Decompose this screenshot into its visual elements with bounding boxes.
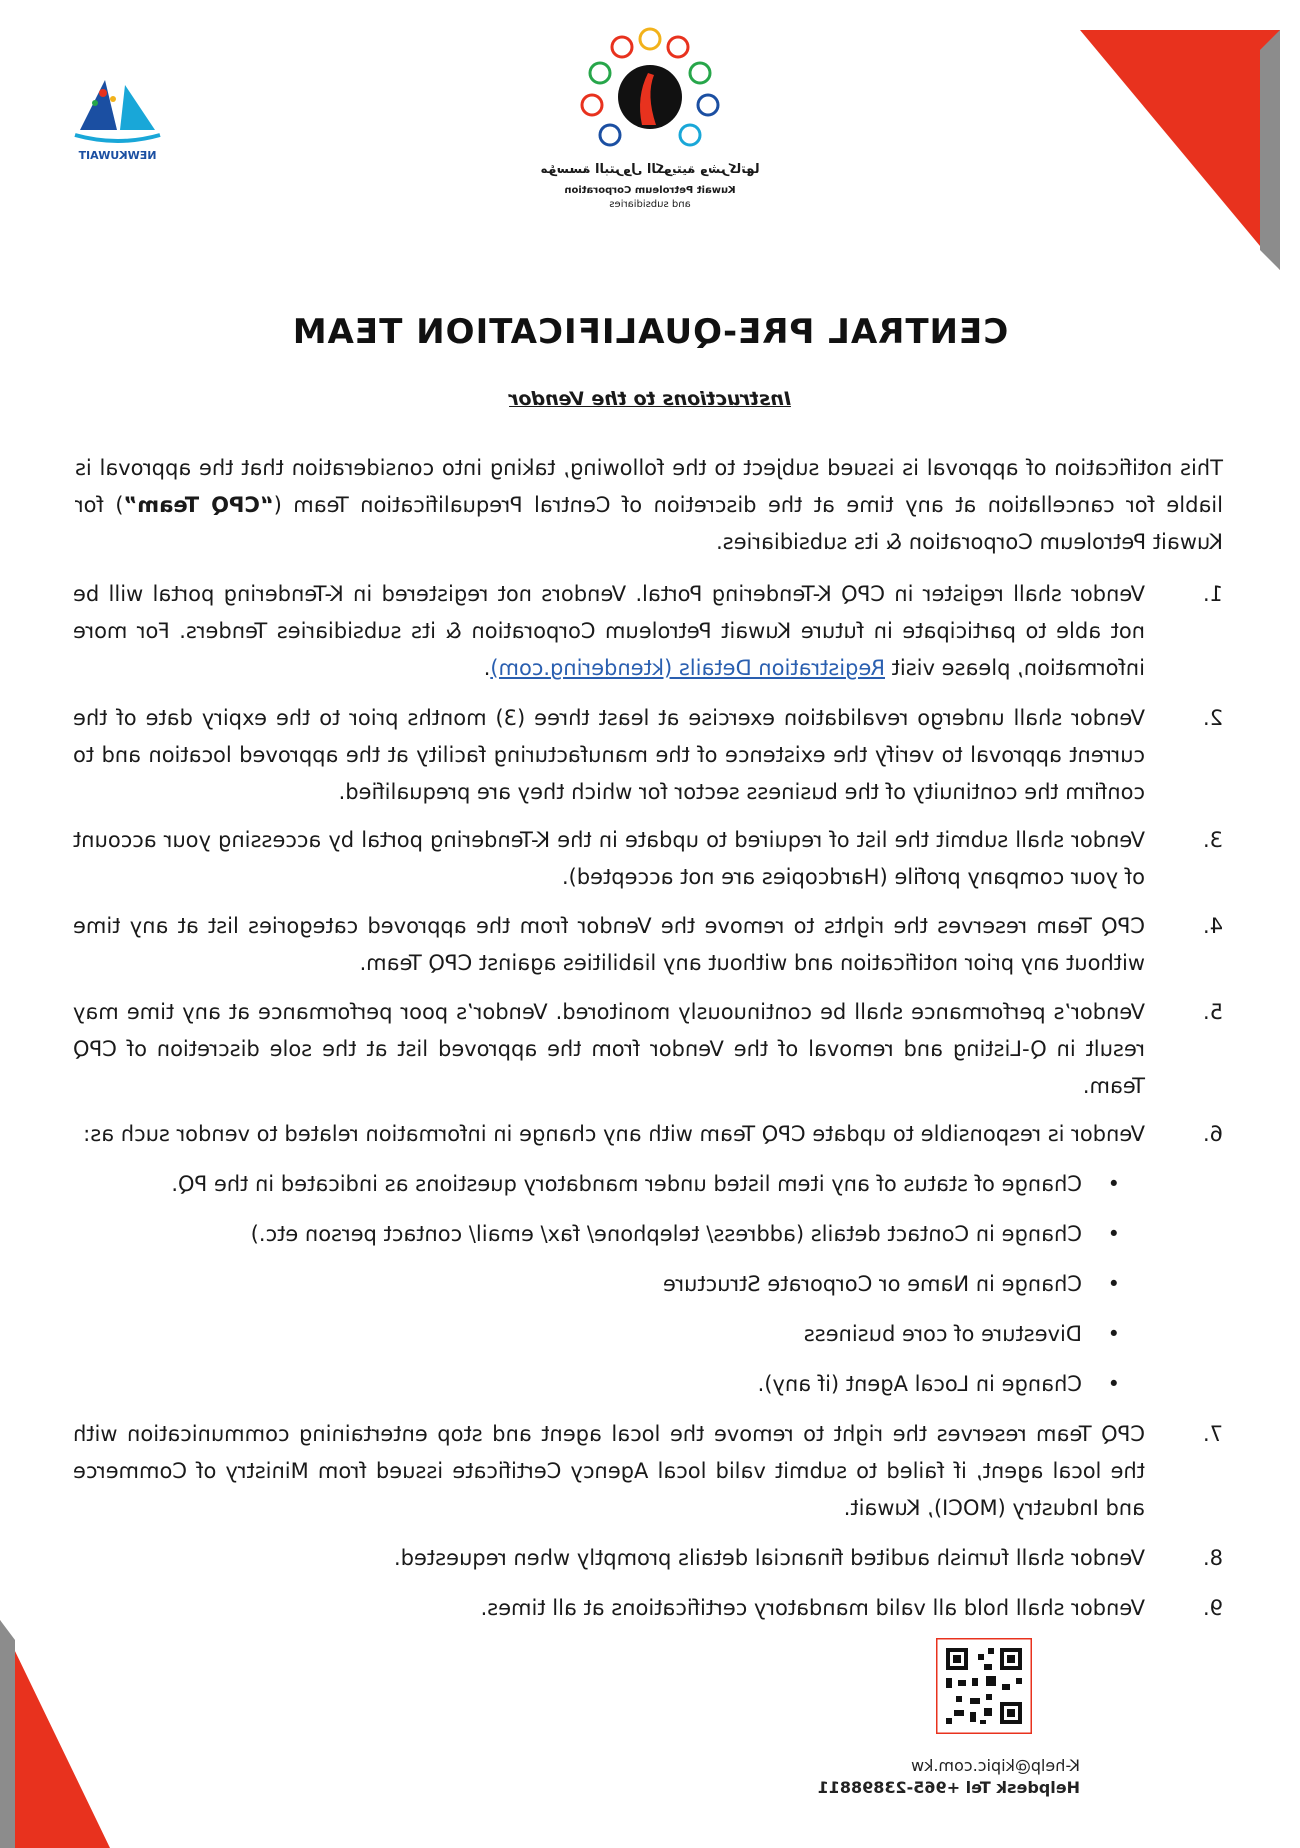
kpc-logo (540, 25, 760, 225)
bullet-icon: • (1107, 1272, 1120, 1296)
list-item (73, 822, 1223, 896)
bullet-item (80, 1316, 1120, 1353)
intro-text-a: This notification of approval is issued subject to the following, taking into consideration that the approval is liable for cancellation at any time at the discretion of Central Prequalification Team ( (75, 456, 1223, 517)
list-item (73, 700, 1223, 811)
list-item (73, 1416, 1223, 1527)
item-text: Vendor shall register in CPQ K-Tendering Portal. Vendors not registered in K-Tendering portal will be not able to participate in future Kuwait Petroleum Corporation & its subsidiaries Tenders. For more information, please visit (73, 582, 1145, 680)
item-number: 1. (1202, 582, 1223, 606)
bullet-text: Change in Name or Corporate Structure (662, 1272, 1082, 1296)
bullet-item (80, 1366, 1120, 1403)
kpc-emblem-icon (540, 25, 760, 165)
list-item (73, 908, 1223, 982)
item-number: 2. (1202, 706, 1223, 730)
item-text: Vendor shall submit the list of required to update in the K-Tendering portal by accessing your account of your company profile (Hardcopies are not accepted). (73, 828, 1145, 889)
helpdesk-phone: Helpdesk Tel +965-23898811 (817, 1778, 1080, 1797)
item-text: Vendor’s performance shall be continuously monitored. Vendor’s poor performance at any time may result in Q-Listing and removal of the Vendor from the approved list at the sole discretion of CPQ Team. (73, 1000, 1145, 1098)
bottom-right-corner-decoration (0, 1620, 110, 1848)
bullet-item (80, 1266, 1120, 1303)
bullet-icon: • (1107, 1372, 1120, 1396)
item-number: 9. (1202, 1596, 1223, 1620)
bullet-text: Change in Contact details (address/ telephone/ fax/ email/ contact person etc.) (250, 1222, 1082, 1246)
page-subtitle: Instructions to the Vendor (509, 388, 791, 410)
bullet-item (80, 1166, 1120, 1203)
list-item (73, 994, 1223, 1105)
bullet-text: Change of status of any item listed under mandatory questions as indicated in the PQ. (171, 1172, 1082, 1196)
intro-paragraph (75, 450, 1223, 561)
item-text: Vendor shall undergo revalidation exercise at least three (3) months prior to the expiry date of the current approval to verify the existence of the manufacturing facility at the approved location and to confirm the continuity of the business sector for which they are prequalified. (73, 706, 1145, 804)
bullet-icon: • (1107, 1172, 1120, 1196)
bullet-item (80, 1216, 1120, 1253)
item-number: 7. (1202, 1422, 1223, 1446)
item-number: 6. (1202, 1122, 1223, 1146)
item-tail: . (483, 656, 491, 680)
item-number: 3. (1202, 828, 1223, 852)
item-text: Vendor is responsible to update CPQ Team with any change in information related to vendor such as: (83, 1122, 1145, 1146)
item-text: Vendor shall hold all valid mandatory certifications at all times. (480, 1596, 1145, 1620)
kpc-subsidiaries: and subsidiaries (609, 199, 691, 210)
qr-code[interactable] (936, 1638, 1032, 1734)
item-text: CPQ Team reserves the right to remove the local agent and stop entertaining communication with the local agent, if failed to submit valid local Agency Certificate issued from Ministry of Commerce and Industry (MOCI), Kuwait. (73, 1422, 1145, 1520)
registration-link[interactable]: Registration Details (ktendering.com) (490, 656, 885, 680)
item-text: Vendor shall furnish audited financial details promptly when requested. (393, 1546, 1145, 1570)
new-kuwait-label: NEWKUWAIT (78, 149, 157, 162)
bullet-text: Change in Local Agent (if any). (757, 1372, 1082, 1396)
kpc-arabic-name: مؤسسة البترول الكويتية وشركاتها (540, 162, 760, 177)
bullet-icon: • (1107, 1222, 1120, 1246)
new-kuwait-logo (70, 75, 165, 170)
kpc-english-name: Kuwait Petroleum Corporation (564, 185, 736, 196)
list-item (73, 1590, 1223, 1627)
item-number: 8. (1202, 1546, 1223, 1570)
bullet-text: Divesture of core business (803, 1322, 1082, 1346)
sail-icon (70, 75, 165, 145)
top-left-corner-decoration (1080, 30, 1280, 270)
page-title: CENTRAL PRE-QUALIFICATION TEAM (291, 312, 1009, 352)
item-number: 5. (1202, 1000, 1223, 1024)
item-number: 4. (1202, 914, 1223, 938)
intro-bold: “CPQ Team” (123, 493, 274, 517)
intro-text-b: ) for Kuwait Petroleum Corporation & its subsidiaries. (75, 493, 1223, 554)
list-item (73, 1540, 1223, 1577)
helpdesk-email[interactable]: K-help@kipic.com.kw (911, 1756, 1080, 1775)
footer-contact (818, 1755, 1080, 1799)
item-text: CPQ Team reserves the rights to remove the Vendor from the approved categories list at any time without any prior notification and without any liabilities against CPQ Team. (73, 914, 1145, 975)
bullet-icon: • (1107, 1322, 1120, 1346)
list-item (73, 1116, 1223, 1153)
list-item (73, 576, 1223, 687)
